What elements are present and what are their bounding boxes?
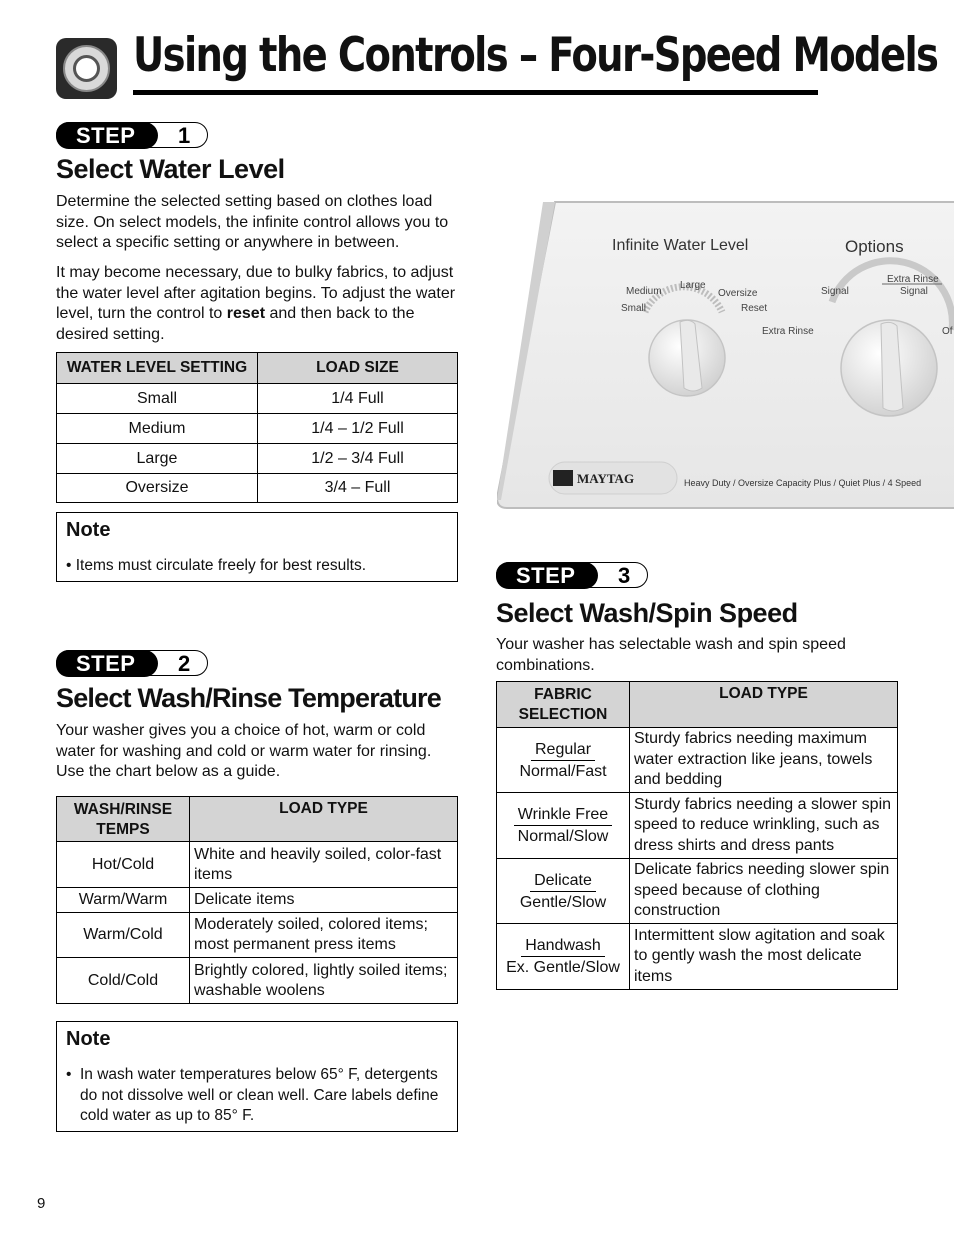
table-row xyxy=(497,859,898,924)
fabric-name: Wrinkle Free xyxy=(514,804,612,826)
water-level-cell: Oversize xyxy=(57,474,258,503)
table-row xyxy=(57,913,458,958)
load-type-cell: Brightly colored, lightly soiled items; washable woolens xyxy=(190,958,458,1004)
table-row xyxy=(57,384,458,414)
table-header: FABRIC SELECTION xyxy=(497,682,630,728)
temp-cell: Hot/Cold xyxy=(57,842,190,888)
step-1-paragraph-1: Determine the selected setting based on clothes load size. On select models, the infinite control allows you to select a specific setting or anywhere in between. xyxy=(56,193,449,251)
fabric-name: Handwash xyxy=(521,935,605,957)
label-signal: Signal xyxy=(821,286,849,297)
note-box-2 xyxy=(56,1021,458,1132)
water-level-title: Infinite Water Level xyxy=(612,237,749,254)
step-2-badge xyxy=(56,650,206,676)
step-label: STEP xyxy=(76,123,136,148)
fabric-cell xyxy=(497,859,630,924)
wash-spin-table xyxy=(496,681,898,990)
model-text: Heavy Duty / Oversize Capacity Plus / Quiet Plus / 4 Speed xyxy=(684,478,922,488)
fabric-cell xyxy=(497,924,630,990)
label-extra-rinse-signal: Extra Rinse xyxy=(887,274,939,285)
note-box-1 xyxy=(56,512,458,582)
table-row xyxy=(497,924,898,990)
page-title: Using the Controls – Four-Speed Models xyxy=(133,28,938,83)
table-row xyxy=(57,958,458,1004)
step-2-paragraph: Your washer gives you a choice of hot, warm or cold water for washing and cold or warm water for rinsing. Use the chart below as a guide. xyxy=(56,722,432,780)
label-large: Large xyxy=(680,280,706,291)
brand-logo: MAYTAG xyxy=(577,471,635,486)
load-type-cell: Moderately soiled, colored items; most permanent press items xyxy=(190,913,458,958)
table-header: WASH/RINSE TEMPS xyxy=(57,797,190,842)
table-row xyxy=(497,728,898,793)
fabric-name: Regular xyxy=(531,739,595,761)
load-size-cell: 1/2 – 3/4 Full xyxy=(258,444,458,474)
table-row xyxy=(57,888,458,913)
control-panel-illustration xyxy=(497,200,954,510)
label-oversize: Oversize xyxy=(718,288,758,299)
table-row xyxy=(57,414,458,444)
temp-cell: Warm/Warm xyxy=(57,888,190,913)
load-type-cell: Sturdy fabrics needing maximum water extraction like jeans, towels and bedding xyxy=(630,728,898,793)
table-row xyxy=(57,444,458,474)
table-header: LOAD SIZE xyxy=(258,353,458,384)
step-1-badge xyxy=(56,122,206,148)
load-type-cell: Intermittent slow agitation and soak to gently wash the most delicate items xyxy=(630,924,898,990)
note-text: • Items must circulate freely for best results. xyxy=(66,557,367,574)
fabric-name: Delicate xyxy=(530,870,596,892)
fabric-speed: Normal/Fast xyxy=(519,762,607,780)
water-level-cell: Small xyxy=(57,384,258,414)
fabric-speed: Normal/Slow xyxy=(517,828,609,845)
table-row xyxy=(497,793,898,859)
step-number: 1 xyxy=(178,123,191,148)
step-1-heading: Select Water Level xyxy=(56,154,285,184)
fabric-speed: Gentle/Slow xyxy=(519,893,607,911)
note-title: Note xyxy=(66,519,111,541)
step-label: STEP xyxy=(76,651,136,676)
temp-cell: Warm/Cold xyxy=(57,913,190,958)
wash-rinse-table xyxy=(56,796,458,1004)
step-3-badge xyxy=(496,562,646,588)
load-size-cell: 1/4 – 1/2 Full xyxy=(258,414,458,444)
table-row xyxy=(57,474,458,503)
label-small: Small xyxy=(621,303,647,314)
washer-dial-logo-icon xyxy=(56,38,117,99)
step-3-heading: Select Wash/Spin Speed xyxy=(496,598,798,628)
load-type-cell: Delicate fabrics needing slower spin speed because of clothing construction xyxy=(630,859,898,924)
load-type-cell: Delicate items xyxy=(190,888,458,913)
options-title: Options xyxy=(845,237,904,256)
temp-cell: Cold/Cold xyxy=(57,958,190,1004)
step-number: 3 xyxy=(618,563,631,588)
step-number: 2 xyxy=(178,651,191,676)
label-extra-rinse: Extra Rinse xyxy=(762,326,814,337)
water-level-table xyxy=(56,352,458,503)
step-label: STEP xyxy=(516,563,576,588)
table-header: WATER LEVEL SETTING xyxy=(57,353,258,384)
load-size-cell: 1/4 Full xyxy=(258,384,458,414)
page-number: 9 xyxy=(37,1195,46,1212)
fabric-cell xyxy=(497,793,630,859)
table-header: LOAD TYPE xyxy=(190,797,458,842)
load-type-cell: White and heavily soiled, color-fast items xyxy=(190,842,458,888)
note-bullet: • xyxy=(66,1066,72,1083)
label-extra-rinse-signal-2: Signal xyxy=(900,286,928,297)
title-underline xyxy=(133,90,818,95)
fabric-speed: Ex. Gentle/Slow xyxy=(506,959,620,976)
step-1-paragraph-2: It may become necessary, due to bulky fabrics, to adjust the water level after agitation begins. To adjust the water level, turn the control to reset and then back to the desired setting. xyxy=(56,264,456,343)
note-text: In wash water temperatures below 65° F, detergents do not dissolve well or clean well. Care labels define cold water as up to 85° F. xyxy=(80,1066,439,1124)
load-type-cell: Sturdy fabrics needing a slower spin speed to reduce wrinkling, such as dress shirts and dress pants xyxy=(630,793,898,859)
label-off: Of xyxy=(942,326,953,337)
water-level-cell: Large xyxy=(57,444,258,474)
step-3-paragraph: Your washer has selectable wash and spin speed combinations. xyxy=(496,636,846,674)
water-level-cell: Medium xyxy=(57,414,258,444)
note-title: Note xyxy=(66,1028,111,1050)
label-reset: Reset xyxy=(741,303,768,314)
step-2-heading: Select Wash/Rinse Temperature xyxy=(56,683,441,713)
load-size-cell: 3/4 – Full xyxy=(258,474,458,503)
fabric-cell xyxy=(497,728,630,793)
label-medium: Medium xyxy=(626,286,662,297)
table-header: LOAD TYPE xyxy=(630,682,898,728)
table-row xyxy=(57,842,458,888)
